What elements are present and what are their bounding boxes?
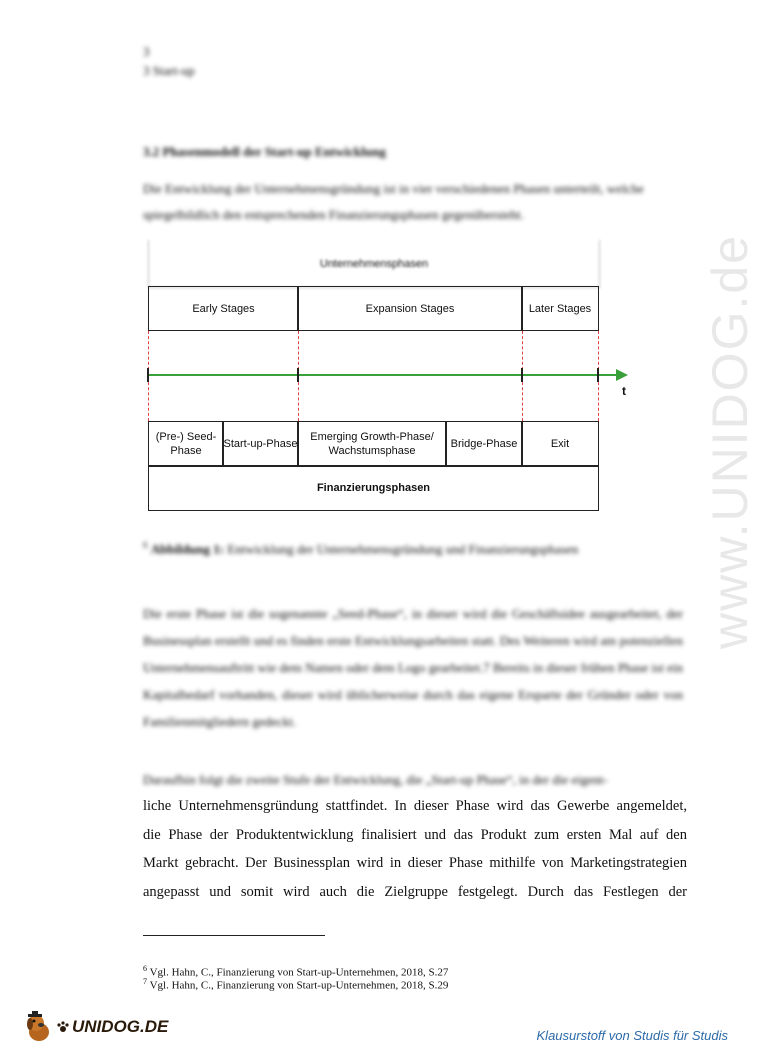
phase-startup: Start-up-Phase <box>222 421 299 467</box>
caption-label: Abbildung 1: <box>150 541 225 557</box>
paragraph-line: die Phase der Produktentwicklung finalisiert und das Produkt zum ersten Mal auf den <box>143 826 687 843</box>
diagram-top-title <box>148 240 600 288</box>
figure-caption <box>143 540 578 557</box>
chapter-title: 3 Start-up <box>143 63 195 78</box>
paragraph-line: liche Unternehmensgründung stattfindet. In dieser Phase wird das Gewerbe angemeldet, <box>143 798 687 814</box>
footnote-7 <box>143 975 448 993</box>
timeline-tick <box>521 368 523 382</box>
footer-slogan: Klausurstoff von Studis für Studis <box>536 1028 728 1043</box>
paw-icon <box>56 1020 70 1034</box>
time-axis-label: t <box>622 384 626 398</box>
phase-diagram <box>146 238 626 514</box>
phase-exit: Exit <box>521 421 599 467</box>
diagram-top-title-text: Unternehmensphasen <box>319 257 429 270</box>
paragraph-seed-phase: Die erste Phase ist die sogenannte „Seed-Phase“, in dieser wird die Geschäftsidee ausgearbeitet, der Businessplan erstellt und es finden erste Entwicklungsarbeiten statt. Des Weiteren wird am potenziellen Unternehmensauftritt wie dem Namen oder dem Logo gearbeitet.7 Bereits in dieser frühen Phase ist ein Kapitalbedarf vorhanden, dieser wird üblicherweise durch das eigene Ersparte der Gründer oder von Familienmitgliedern gedeckt. <box>143 606 683 729</box>
caption-footnote-ref: 6 <box>143 540 148 550</box>
dog-icon <box>22 1010 56 1044</box>
paragraph-startup-phase <box>143 792 687 906</box>
footnote-text: Vgl. Hahn, C., Finanzierung von Start-up-Unternehmen, 2018, S.27 <box>149 966 449 979</box>
timeline-tick <box>597 368 599 382</box>
unidog-logo <box>22 1010 168 1044</box>
stage-later: Later Stages <box>521 286 599 331</box>
footnote-rule <box>143 935 325 936</box>
phase-bridge: Bridge-Phase <box>445 421 523 467</box>
footnote-number: 7 <box>143 977 147 986</box>
timeline-arrow-icon <box>616 369 628 381</box>
logo-text: UNIDOG.DE <box>72 1017 169 1036</box>
intro-paragraph: Die Entwicklung der Unternehmensgründung ist in vier verschiedenen Phasen unterteilt, welche spiegelbildlich den entsprechenden Finanzierungsphasen gegenübersteht. <box>143 181 644 222</box>
paragraph-startup-first-line: Daraufhin folgt die zweite Stufe der Entwicklung, die „Start-up Phase“, in der die eigent- <box>143 772 608 787</box>
paragraph-line: angepasst und somit wird auch die Zielgruppe festgelegt. Durch das Festlegen der <box>143 883 687 900</box>
timeline-axis <box>148 374 618 376</box>
timeline-tick <box>147 368 149 382</box>
section-heading: 3.2 Phasenmodell der Start-up Entwicklung <box>143 144 386 159</box>
caption-text: Entwicklung der Unternehmensgründung und Finanzierungsphasen <box>227 541 579 557</box>
stage-early: Early Stages <box>148 286 299 331</box>
stage-expansion: Expansion Stages <box>297 286 523 331</box>
footnote-number: 6 <box>143 964 147 973</box>
phase-seed: (Pre-) Seed-Phase <box>148 421 224 467</box>
watermark: www.UNIDOG.de <box>702 234 758 649</box>
footnote-text: Vgl. Hahn, C., Finanzierung von Start-up-Unternehmen, 2018, S.29 <box>149 979 449 992</box>
page-number: 3 <box>143 44 150 59</box>
timeline-tick <box>297 368 299 382</box>
diagram-bottom-title: Finanzierungsphasen <box>148 465 599 511</box>
phase-growth: Emerging Growth-Phase/ Wachstumsphase <box>297 421 447 467</box>
paragraph-line: Markt gebracht. Der Businessplan wird in dieser Phase mithilfe von Marketingstrategien <box>143 855 687 871</box>
